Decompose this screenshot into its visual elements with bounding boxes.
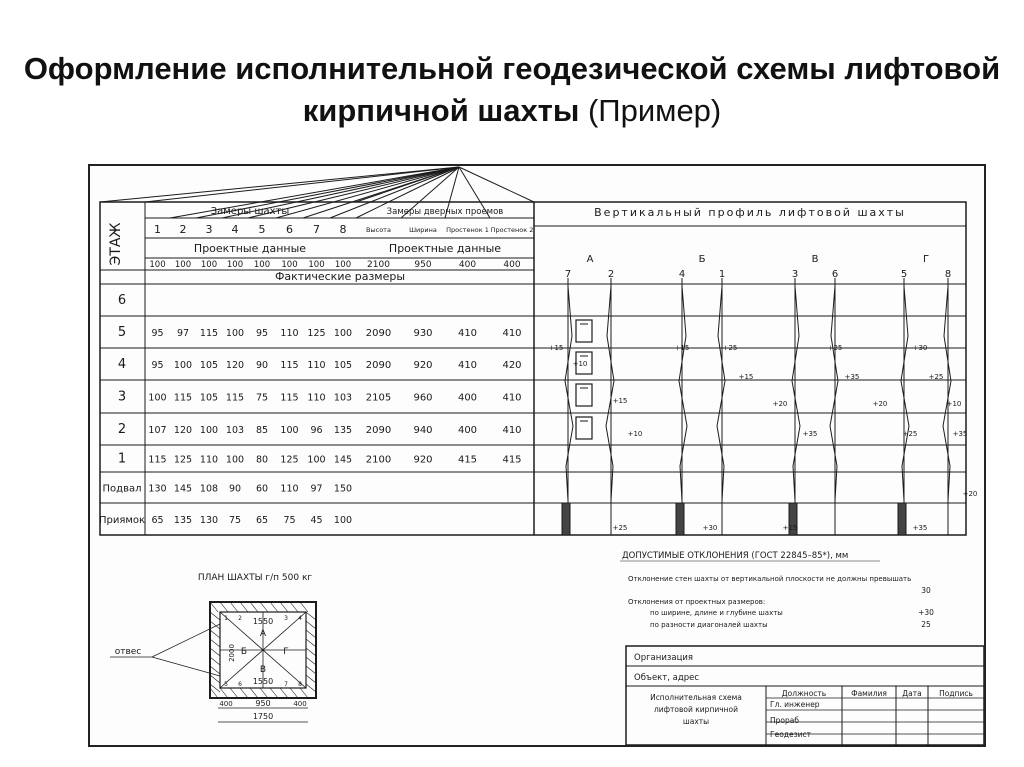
door-value: 420 [502, 360, 522, 371]
plan-hatch [306, 630, 316, 638]
door-opening [576, 320, 592, 342]
plan-hatch [300, 602, 308, 612]
tolerances-title: ДОПУСТИМЫЕ ОТКЛОНЕНИЯ (ГОСТ 22845–85*), мм [622, 551, 849, 561]
profile-deviation: +15 [548, 344, 564, 352]
tolerances-line1: Отклонение стен шахты от вертикальной плоскости не должны превышать [628, 575, 912, 583]
shaft-value: 75 [228, 515, 242, 526]
design-shaft-value: 100 [226, 260, 244, 270]
shaft-value: 150 [333, 483, 353, 495]
design-shaft-value: 100 [174, 260, 192, 270]
shaft-col-number: 2 [179, 223, 187, 236]
door-value: 2100 [365, 454, 392, 466]
shaft-value: 90 [255, 360, 269, 371]
plan-hatch [240, 602, 248, 612]
plan-hatch [290, 688, 298, 698]
plan-hatch [210, 639, 220, 647]
shaft-value: 130 [148, 483, 167, 495]
plan-hatch [210, 648, 220, 656]
door-value: 410 [502, 425, 522, 436]
shaft-value: 145 [173, 483, 193, 495]
shaft-value: 130 [199, 515, 219, 526]
plan-hatch [280, 602, 288, 612]
shaft-value: 110 [307, 392, 326, 404]
shaft-value: 100 [307, 454, 326, 466]
profile-line [792, 286, 800, 501]
door-value: 940 [413, 425, 433, 436]
shaft-value: 115 [148, 454, 167, 466]
plan-dim-top: 1550 [252, 617, 274, 626]
profile-deviation: +20 [962, 490, 978, 498]
plan-hatch [306, 657, 316, 665]
plan-hatch [306, 675, 316, 683]
floor-label: 4 [117, 357, 127, 372]
tolerances-line1-value: 30 [921, 586, 931, 595]
plan-hatch [300, 688, 308, 698]
stamp-doc-title: шахты [682, 717, 710, 726]
plan-hatch [306, 612, 316, 620]
plan-letter: А [259, 629, 267, 639]
door-value: 400 [457, 425, 478, 436]
floor-label: Подвал [102, 483, 142, 495]
shaft-value: 105 [333, 360, 353, 371]
shaft-value: 95 [151, 360, 164, 371]
profile-axis-number: 3 [791, 269, 799, 280]
door-col-label: Простенок 1 [446, 226, 489, 234]
plan-corner-number: 8 [298, 681, 302, 688]
plan-hatch [260, 688, 268, 698]
shaft-value: 105 [199, 360, 219, 371]
profile-deviation: +10 [627, 430, 643, 438]
pit-wall [676, 503, 684, 535]
slide-title-bold: Оформление исполнительной геодезической схемы лифтовой кирпичной шахты [23, 51, 1001, 128]
plan-dim-bottom: 1550 [252, 677, 274, 686]
plan-corner-number: 7 [284, 681, 288, 688]
shaft-value: 75 [255, 392, 269, 404]
stamp-header: Должность [781, 689, 827, 698]
floor-label: Приямок [98, 515, 146, 526]
plan-hatch [290, 602, 298, 612]
profile-deviation: +15 [782, 524, 798, 532]
plan-letter: В [259, 665, 267, 675]
plan-corner-number: 3 [284, 615, 288, 622]
design-shaft-value: 100 [308, 260, 325, 270]
door-measurements-title: Замеры дверных проемов [386, 207, 504, 217]
shaft-value: 75 [283, 515, 296, 526]
profile-line [565, 286, 573, 501]
plan-hatch [220, 688, 228, 698]
door-value: 415 [502, 454, 522, 466]
shaft-value: 110 [199, 454, 219, 466]
design-door-value: 400 [458, 260, 477, 270]
tolerances-line3-value: +30 [918, 608, 934, 617]
design-shaft-value: 100 [149, 260, 166, 270]
grid-line [145, 167, 459, 202]
door-value: 415 [457, 454, 478, 466]
shaft-col-number: 4 [231, 223, 239, 236]
shaft-value: 115 [199, 328, 219, 339]
shaft-value: 100 [280, 425, 299, 436]
door-col-label: Ширина [409, 226, 437, 234]
shaft-value: 120 [173, 425, 193, 436]
shaft-value: 100 [173, 360, 193, 371]
plan-corner-number: 2 [238, 615, 242, 622]
door-value: 920 [413, 360, 433, 371]
shaft-value: 45 [310, 515, 323, 526]
profile-deviation: +10 [946, 400, 962, 408]
profile-deviation: +35 [912, 524, 928, 532]
shaft-value: 100 [333, 515, 353, 526]
door-col-label: Высота [366, 226, 391, 234]
shaft-col-number: 8 [339, 223, 347, 236]
shaft-col-number: 6 [286, 223, 293, 236]
tolerances-line3: по ширине, длине и глубине шахты [650, 609, 783, 617]
profile-deviation: +35 [952, 430, 968, 438]
profile-deviation: +25 [827, 344, 843, 352]
slide-title-example: (Пример) [587, 93, 722, 128]
profile-deviation: +30 [702, 524, 718, 532]
shaft-value: 65 [151, 515, 164, 526]
shaft-value: 107 [148, 425, 167, 436]
plan-hatch [306, 684, 316, 692]
door-value: 960 [413, 392, 433, 404]
plan-hatch [240, 688, 248, 698]
drawing-sheet [88, 164, 986, 747]
design-door-value: 2100 [367, 260, 390, 270]
shaft-value: 97 [176, 328, 190, 339]
design-door-value: 400 [503, 260, 521, 270]
shaft-value: 80 [255, 454, 269, 466]
shaft-value: 110 [307, 360, 326, 371]
plan-corner-number: 4 [298, 615, 302, 622]
door-opening [576, 417, 592, 439]
slide-title [0, 48, 1024, 132]
plan-hatch [210, 675, 220, 683]
design-shaft-value: 100 [253, 260, 271, 270]
plan-corner-number: 6 [238, 681, 242, 688]
shaft-value: 105 [199, 392, 219, 404]
profile-deviation: +30 [912, 344, 928, 352]
shaft-value: 95 [255, 328, 269, 339]
design-data-label-doors: Проектные данные [388, 242, 502, 255]
plan-dim-door-wall-right: 400 [293, 700, 307, 708]
profile-line [679, 286, 687, 501]
shaft-value: 103 [333, 392, 353, 404]
plan-corner-number: 1 [224, 615, 228, 622]
tolerances-line4: по разности диагоналей шахты [650, 621, 768, 629]
profile-axis-number: 7 [564, 269, 572, 280]
profile-line [717, 286, 725, 501]
shaft-value: 115 [225, 392, 245, 404]
profile-deviation: +15 [612, 397, 628, 405]
plan-letter: Г [283, 647, 289, 657]
plan-plumb-label: отвес [114, 647, 142, 657]
profile-axis-number: 4 [678, 269, 686, 280]
profile-axis-number: 1 [718, 269, 726, 280]
shaft-value: 115 [280, 360, 299, 371]
shaft-col-number: 1 [154, 223, 161, 236]
shaft-value: 100 [333, 328, 353, 339]
door-value: 410 [502, 392, 522, 404]
profile-deviation: +25 [612, 524, 628, 532]
plan-dim-door: 950 [255, 699, 271, 708]
profile-deviation: +20 [872, 400, 888, 408]
shaft-value: 125 [280, 454, 299, 466]
shaft-value: 90 [228, 483, 242, 495]
door-col-label: Простенок 2 [490, 226, 534, 234]
shaft-value: 108 [199, 483, 219, 495]
stamp-organization: Организация [634, 653, 693, 663]
shaft-value: 100 [199, 425, 219, 436]
profile-deviation: +25 [902, 430, 918, 438]
profile-deviation: +25 [928, 373, 944, 381]
shaft-value: 103 [225, 425, 245, 436]
floor-label: 5 [117, 325, 127, 340]
pit-wall [562, 503, 570, 535]
profile-deviation: +25 [722, 344, 738, 352]
profile-line [943, 286, 951, 501]
door-value: 2090 [365, 360, 392, 371]
profile-deviation: +15 [738, 373, 754, 381]
tolerances-line2: Отклонения от проектных размеров: [628, 598, 766, 606]
shaft-value: 100 [225, 328, 245, 339]
shaft-col-number: 7 [313, 223, 320, 236]
profile-line [901, 286, 909, 501]
shaft-value: 115 [173, 392, 193, 404]
design-data-label: Проектные данные [193, 242, 307, 255]
profile-axis-number: 6 [831, 269, 839, 280]
plan-dim-side: 2000 [228, 644, 236, 662]
floor-label: 2 [117, 422, 127, 437]
shaft-value: 100 [148, 392, 167, 404]
tolerances-line4-value: 25 [921, 620, 931, 629]
profile-line [606, 286, 614, 501]
plan-hatch [270, 602, 278, 612]
plan-hatch [210, 684, 220, 692]
plan-hatch [230, 602, 238, 612]
plan-hatch [306, 648, 316, 656]
shaft-value: 60 [255, 483, 269, 495]
design-shaft-value: 100 [334, 260, 352, 270]
plan-letter: Б [240, 647, 248, 657]
stamp-doc-title: Исполнительная схема [650, 693, 742, 702]
profile-section-letter: Б [698, 254, 706, 265]
shaft-value: 97 [310, 483, 323, 495]
floor-label: 6 [117, 293, 127, 308]
shaft-value: 135 [173, 515, 193, 526]
shaft-value: 100 [225, 454, 245, 466]
profile-deviation: +35 [802, 430, 818, 438]
floor-label: 3 [117, 389, 127, 405]
shaft-value: 85 [255, 425, 269, 436]
shaft-value: 110 [280, 328, 299, 339]
plan-hatch [210, 657, 220, 665]
door-value: 930 [413, 328, 433, 339]
door-value: 2090 [365, 425, 392, 436]
plan-hatch [250, 602, 258, 612]
door-value: 410 [457, 328, 478, 339]
door-value: 410 [502, 328, 522, 339]
shaft-value: 125 [173, 454, 193, 466]
profile-axis-number: 2 [607, 269, 615, 280]
drawing-canvas [90, 166, 984, 745]
plan-hatch [260, 602, 268, 612]
plan-hatch [210, 666, 220, 674]
door-opening [576, 384, 592, 406]
plan-hatch [210, 630, 220, 638]
door-value: 410 [457, 360, 478, 371]
door-value: 2105 [365, 392, 392, 404]
floor-label: 1 [117, 451, 127, 467]
profile-deviation: +35 [844, 373, 860, 381]
shaft-col-number: 5 [258, 223, 266, 236]
stamp-header: Дата [902, 689, 922, 698]
plan-hatch [210, 612, 220, 620]
design-shaft-value: 100 [200, 260, 218, 270]
stamp-header: Подпись [939, 689, 973, 698]
shaft-col-number: 3 [205, 223, 213, 236]
plan-dim-total: 1750 [252, 712, 274, 721]
shaft-value: 95 [151, 328, 164, 339]
shaft-value: 125 [307, 328, 326, 339]
profile-deviation: +15 [674, 344, 690, 352]
plan-hatch [306, 621, 316, 629]
grid-line [459, 167, 534, 202]
profile-title: Вертикальный профиль лифтовой шахты [594, 206, 906, 219]
door-value: 2090 [365, 328, 392, 339]
plan-hatch [210, 602, 218, 612]
plan-hatch [230, 688, 238, 698]
stamp-position: Геодезист [770, 730, 811, 739]
stamp-object: Объект, адрес [634, 673, 700, 683]
plan-dim-door-wall-left: 400 [219, 700, 233, 708]
design-door-value: 950 [414, 260, 432, 270]
profile-deviation: +10 [572, 360, 588, 368]
shaft-measurements-title: Замеры шахты [210, 206, 290, 217]
profile-section-letter: Г [922, 254, 930, 265]
profile-section-letter: А [586, 254, 594, 265]
plan-hatch [250, 688, 258, 698]
door-value: 920 [413, 454, 433, 466]
plan-hatch [270, 688, 278, 698]
profile-axis-number: 5 [900, 269, 908, 280]
profile-section-letter: В [811, 254, 819, 265]
design-shaft-value: 100 [281, 260, 298, 270]
floor-header: ЭТАЖ [108, 222, 124, 266]
stamp-position: Гл. инженер [770, 700, 820, 709]
profile-line [830, 286, 838, 501]
profile-deviation: +20 [772, 400, 788, 408]
shaft-value: 115 [280, 392, 299, 404]
shaft-value: 120 [225, 360, 245, 371]
shaft-value: 145 [333, 454, 353, 466]
stamp-doc-title: лифтовой кирпичной [653, 705, 739, 714]
stamp-header: Фамилия [851, 689, 887, 698]
actual-dimensions-label: Фактические размеры [274, 270, 406, 283]
shaft-value: 135 [333, 425, 353, 436]
plan-hatch [306, 666, 316, 674]
shaft-value: 65 [255, 515, 269, 526]
shaft-value: 110 [280, 483, 299, 495]
stamp-position: Прораб [770, 716, 799, 725]
plan-hatch [220, 602, 228, 612]
profile-axis-number: 8 [944, 269, 952, 280]
shaft-value: 96 [310, 425, 323, 436]
plan-hatch [306, 639, 316, 647]
pit-wall [898, 503, 906, 535]
plan-corner-number: 5 [224, 681, 228, 688]
plan-hatch [280, 688, 288, 698]
plan-title: ПЛАН ШАХТЫ г/п 500 кг [197, 573, 313, 583]
door-value: 400 [457, 392, 478, 404]
